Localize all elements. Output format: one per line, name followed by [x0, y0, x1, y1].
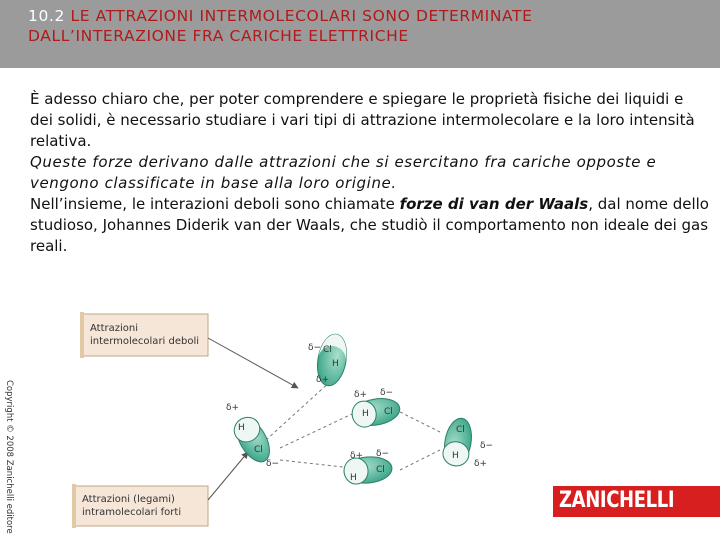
mol2-delta-plus: δ+	[354, 390, 368, 400]
paragraph-1: È adesso chiaro che, per poter comprendere e spiegare le proprietà fisiche dei liquidi e dei solidi, è necessario studiare i vari tipi di attrazione intermolecolare e la loro intensità relativa.	[30, 90, 695, 150]
molecule-2	[346, 395, 402, 430]
body-text	[30, 89, 710, 257]
mol5-delta-minus: δ−	[480, 441, 494, 451]
mol1-delta-plus: δ+	[316, 375, 330, 385]
mol4-delta-minus: δ−	[376, 449, 390, 459]
paragraph-3-end: , dal nome dello studioso, Johannes Diderik van der Waals, che studiò il comportamento non ideale dei gas reali.	[30, 195, 709, 255]
mol2-cl: Cl	[384, 407, 393, 417]
mol1-cl: Cl	[323, 345, 332, 355]
zanichelli-logo: ZANICHELLI	[553, 486, 720, 517]
mol4-delta-plus: δ+	[350, 451, 364, 461]
label-bottom-line2: intramolecolari forti	[82, 507, 182, 518]
title-line-1: LE ATTRAZIONI INTERMOLECOLARI SONO DETERMINATE	[70, 7, 533, 25]
paragraph-2: Queste forze derivano dalle attrazioni che si esercitano fra cariche opposte e vengono classificate in base alla loro origine.	[30, 153, 657, 192]
section-number: 10.2	[28, 7, 65, 25]
molecule-figure	[70, 300, 510, 532]
mol4-h: H	[350, 473, 357, 483]
page-title	[28, 6, 533, 46]
mol2-delta-minus: δ−	[380, 388, 394, 398]
mol3-delta-minus: δ−	[266, 459, 280, 469]
arrow-strong	[208, 452, 248, 500]
mol3-cl: Cl	[254, 445, 263, 455]
mol5-h: H	[452, 451, 459, 461]
label-bottom-line1: Attrazioni (legami)	[82, 494, 175, 505]
mol5-cl: Cl	[456, 425, 465, 435]
title-line-2: DALL’INTERAZIONE FRA CARICHE ELETTRICHE	[28, 27, 409, 45]
mol1-delta-minus: δ−	[308, 343, 322, 353]
mol5-delta-plus: δ+	[474, 459, 488, 469]
mol4-cl: Cl	[376, 465, 385, 475]
mol1-h: H	[332, 359, 339, 369]
paragraph-3-start: Nell’insieme, le interazioni deboli sono chiamate	[30, 195, 400, 213]
paragraph-3	[30, 194, 710, 257]
mol3-delta-plus: δ+	[226, 403, 240, 413]
header-bar	[0, 0, 720, 68]
label-intermolecular	[80, 312, 208, 358]
van-der-waals-term: forze di van der Waals	[399, 195, 589, 213]
label-top-line1: Attrazioni	[90, 323, 139, 334]
mol2-h: H	[362, 409, 369, 419]
label-top-line2: intermolecolari deboli	[90, 336, 200, 347]
label-intramolecular	[72, 484, 208, 528]
copyright-notice: Copyright © 2008 Zanichelli editore	[4, 380, 14, 534]
arrow-weak	[208, 338, 298, 388]
mol3-h: H	[238, 423, 245, 433]
